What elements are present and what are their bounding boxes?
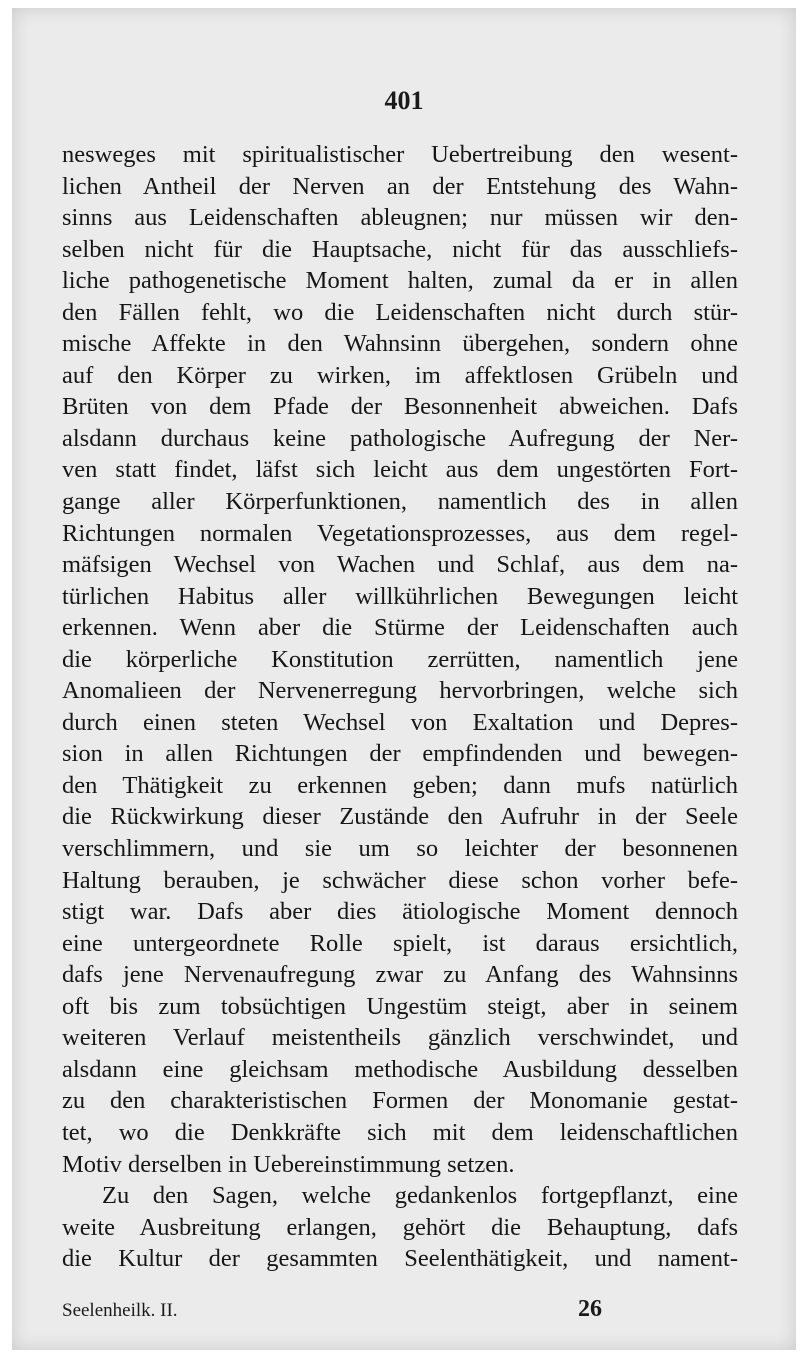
text-line: Anomalieen der Nervenerregung hervorbringen, welche sich (62, 677, 738, 705)
text-line: liche pathogenetische Moment halten, zumal da er in allen (62, 267, 738, 295)
text-line: oft bis zum tobsüchtigen Ungestüm steigt, aber in seinem (62, 992, 738, 1020)
text-line: Brüten von dem Pfade der Besonnenheit abweichen. Dafs (62, 393, 738, 421)
text-line: Motiv derselben in Uebereinstimmung setzen. (62, 1150, 515, 1178)
text-line: nesweges mit spiritualistischer Uebertreibung den wesent- (62, 141, 738, 168)
text-line: die Kultur der gesammten Seelenthätigkeit, und nament- (62, 1245, 738, 1273)
text-line: weite Ausbreitung erlangen, gehört die Behauptung, dafs (62, 1213, 738, 1241)
text-line: erkennen. Wenn aber die Stürme der Leidenschaften auch (62, 614, 738, 642)
text-line: durch einen steten Wechsel von Exaltation und Depres- (62, 708, 738, 736)
text-line: gange aller Körperfunktionen, namentlich des in allen (62, 488, 738, 516)
signature-mark: Seelenheilk. II. (62, 1300, 178, 1321)
text-line: den Thätigkeit zu erkennen geben; dann mufs natürlich (62, 771, 738, 799)
text-line: tet, wo die Denkkräfte sich mit dem leidenschaftlichen (62, 1118, 738, 1146)
signature-number: 26 (578, 1296, 602, 1322)
book-page (12, 8, 796, 1350)
page-number: 401 (384, 86, 424, 115)
text-line: die körperliche Konstitution zerrütten, namentlich jene (62, 645, 738, 673)
text-line: stigt war. Dafs aber dies ätiologische Moment dennoch (62, 898, 738, 926)
text-line: lichen Antheil der Nerven an der Entstehung des Wahn- (62, 172, 738, 200)
text-line: ven statt findet, läfst sich leicht aus dem ungestörten Fort- (62, 456, 738, 484)
text-line: alsdann eine gleichsam methodische Ausbildung desselben (62, 1055, 738, 1083)
text-line: Zu den Sagen, welche gedankenlos fortgepflanzt, eine (102, 1182, 738, 1210)
text-line: Haltung berauben, je schwächer diese schon vorher befe- (62, 866, 738, 894)
text-line: Richtungen normalen Vegetationsprozesses, aus dem regel- (62, 519, 738, 547)
text-line: die Rückwirkung dieser Zustände den Aufruhr in der Seele (62, 803, 738, 831)
text-line: sion in allen Richtungen der empfindenden und bewegen- (62, 740, 738, 768)
page-footer (62, 1296, 722, 1322)
text-line: verschlimmern, und sie um so leichter der besonnenen (62, 835, 738, 863)
text-line: eine untergeordnete Rolle spielt, ist daraus ersichtlich, (62, 929, 738, 957)
text-line: zu den charakteristischen Formen der Monomanie gestat- (62, 1087, 738, 1115)
text-line: alsdann durchaus keine pathologische Aufregung der Ner- (62, 424, 738, 452)
text-line: auf den Körper zu wirken, im affektlosen Grübeln und (62, 361, 738, 389)
body-text (62, 139, 738, 1275)
text-line: den Fällen fehlt, wo die Leidenschaften nicht durch stür- (62, 298, 738, 326)
text-line: selben nicht für die Hauptsache, nicht für das ausschliefs- (62, 235, 738, 263)
text-line: sinns aus Leidenschaften ableugnen; nur müssen wir den- (62, 204, 738, 232)
text-line: mäfsigen Wechsel von Wachen und Schlaf, aus dem na- (62, 551, 738, 579)
text-line: mische Affekte in den Wahnsinn übergehen, sondern ohne (62, 330, 738, 358)
text-line: dafs jene Nervenaufregung zwar zu Anfang des Wahnsinns (62, 961, 738, 989)
text-line: türlichen Habitus aller willkührlichen Bewegungen leicht (62, 582, 738, 610)
text-line: weiteren Verlauf meistentheils gänzlich verschwindet, und (62, 1024, 738, 1052)
